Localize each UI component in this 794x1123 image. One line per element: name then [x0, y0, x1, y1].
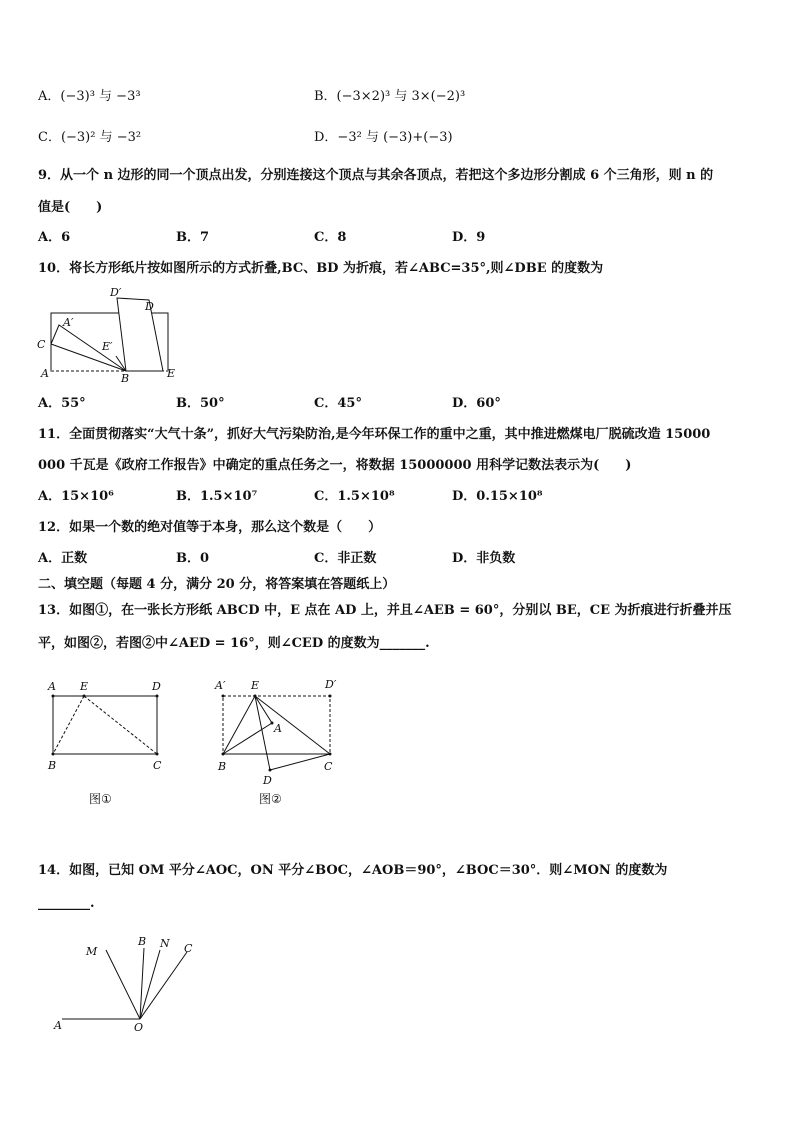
q11-option-c: C．1.5×10⁸: [314, 489, 395, 504]
q12-option-b: B．0: [176, 551, 210, 566]
q11-option-b: B．1.5×10⁷: [176, 489, 258, 504]
q14-label-c: C: [184, 942, 193, 955]
q14-stem-line2: ________.: [38, 896, 95, 911]
q10-label-b: B: [121, 372, 130, 384]
q9-option-c: C．8: [314, 230, 347, 245]
q13-fig2-label-a-prime: A′: [215, 679, 226, 692]
q14-label-o: O: [134, 1021, 144, 1034]
q8-option-b: B．(−3×2)³ 与 3×(−2)³: [314, 89, 466, 104]
q12-option-c: C．非正数: [314, 551, 377, 566]
q12-option-a: A．正数: [38, 551, 88, 566]
q9-option-a: A．6: [38, 230, 71, 245]
q13-fig1-label-c: C: [153, 759, 162, 772]
q9-option-b: B．7: [176, 230, 210, 245]
q13-fig2-label-d-prime: D′: [325, 678, 337, 691]
q13-fig1-label-b: B: [48, 759, 57, 772]
q10-label-c: C: [37, 338, 46, 351]
q13-fig2-label-c: C: [324, 760, 333, 773]
q13-fig1-label-d: D: [152, 680, 161, 693]
section-heading-fill-in: 二、填空题（每题 4 分，满分 20 分，将答案填在答题纸上）: [38, 577, 396, 592]
q13-fig1-label-a: A: [48, 680, 56, 693]
q9-stem-line1: 9．从一个 n 边形的同一个顶点出发，分别连接这个顶点与其余各顶点，若把这个多边形分割成 6 个三角形，则 n 的: [38, 168, 714, 183]
q8-option-d: D．−3² 与 (−3)+(−3): [314, 130, 453, 145]
q12-stem: 12．如果一个数的绝对值等于本身，那么这个数是（ ）: [38, 520, 382, 535]
q13-figure-2: [210, 674, 350, 788]
q11-stem-line2: 000 千瓦是《政府工作报告》中确定的重点任务之一，将数据 15000000 用科学记数法表示为( ): [38, 458, 632, 473]
q13-fig2-label-e: E: [251, 679, 260, 692]
q13-figure-1-caption: 图①: [89, 792, 112, 806]
q14-label-n: N: [160, 937, 170, 950]
q14-stem-line1: 14．如图，已知 OM 平分∠AOC，ON 平分∠BOC，∠AOB＝90°，∠BOC＝30°．则∠MON 的度数为: [38, 863, 668, 878]
q11-option-d: D．0.15×10⁸: [452, 489, 543, 504]
q10-fold-figure: [30, 282, 190, 384]
q13-stem-line1: 13．如图①，在一张长方形纸 ABCD 中，E 点在 AD 上，并且∠AEB = 60°，分别以 BE，CE 为折痕进行折叠并压: [38, 603, 732, 618]
q10-stem: 10．将长方形纸片按如图所示的方式折叠,BC、BD 为折痕，若∠ABC=35°,则∠DBE 的度数为: [38, 261, 604, 276]
q10-label-e: E: [167, 367, 176, 380]
q10-label-a: A: [41, 367, 49, 380]
q10-label-d: D: [145, 300, 154, 313]
q13-figure-1: [40, 676, 180, 776]
q13-fig2-label-b: B: [218, 760, 227, 773]
q13-stem-line2: 平，如图②，若图②中∠AED = 16°，则∠CED 的度数为_______.: [38, 636, 430, 651]
q11-option-a: A．15×10⁶: [38, 489, 114, 504]
q10-option-d: D．60°: [452, 396, 501, 411]
q13-fig2-label-d: D: [263, 774, 272, 787]
q8-option-a: A．(−3)³ 与 −3³: [38, 89, 141, 104]
q8-option-c: C．(−3)² 与 −3²: [38, 130, 142, 145]
q10-option-c: C．45°: [314, 396, 362, 411]
q9-stem-line2: 值是( ): [38, 200, 103, 215]
q12-option-d: D．非负数: [452, 551, 516, 566]
q13-figure-2-caption: 图②: [259, 792, 282, 806]
q10-label-d-prime: D′: [110, 286, 122, 299]
q11-stem-line1: 11．全面贯彻落实“大气十条”，抓好大气污染防治,是今年环保工作的重中之重，其中推进燃煤电厂脱硫改造 15000: [38, 427, 711, 442]
q14-angle-figure: [48, 930, 208, 1034]
q10-label-a-prime: A′: [63, 316, 74, 329]
q10-label-e-prime: E′: [102, 340, 113, 353]
q14-label-b: B: [138, 935, 147, 948]
q13-fig1-label-e: E: [80, 680, 89, 693]
q14-label-m: M: [86, 945, 98, 958]
q14-label-a: A: [54, 1019, 62, 1032]
q13-fig2-label-a: A: [274, 722, 282, 735]
q9-option-d: D．9: [452, 230, 486, 245]
q10-option-b: B．50°: [176, 396, 225, 411]
q10-option-a: A．55°: [38, 396, 86, 411]
